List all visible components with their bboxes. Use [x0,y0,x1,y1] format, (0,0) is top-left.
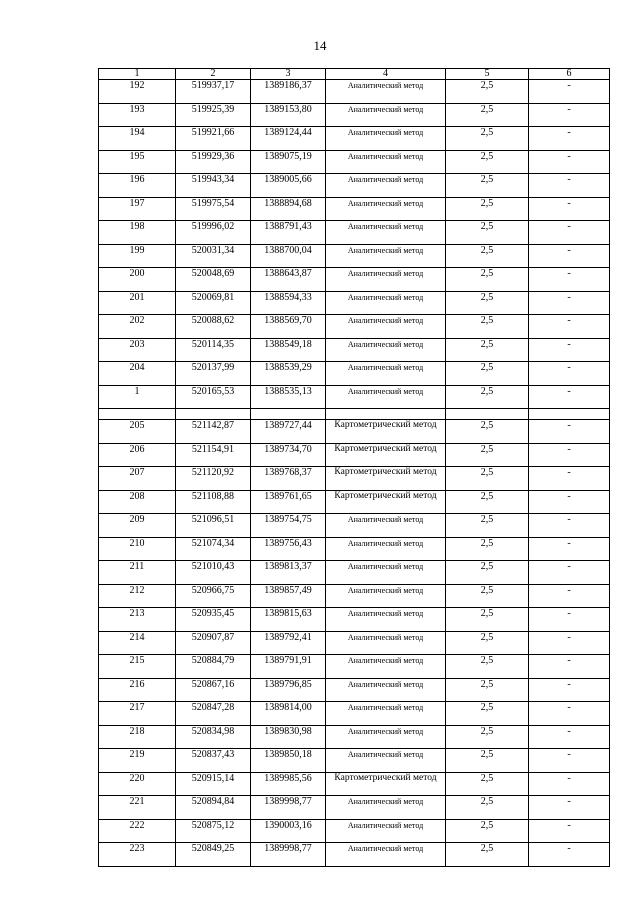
accuracy-cell: 2,5 [446,244,529,268]
x-coordinate-cell: 519921,66 [176,127,251,151]
accuracy-cell: 2,5 [446,291,529,315]
method-cell: Аналитический метод [326,315,446,339]
note-cell: - [529,655,610,679]
point-number-cell: 219 [99,749,176,773]
y-coordinate-cell: 1388894,68 [251,197,326,221]
x-coordinate-cell: 520137,99 [176,362,251,386]
note-cell: - [529,103,610,127]
accuracy-cell: 2,5 [446,796,529,820]
point-number-cell: 200 [99,268,176,292]
y-coordinate-cell: 1389850,18 [251,749,326,773]
x-coordinate-cell: 521142,87 [176,420,251,444]
y-coordinate-cell: 1389153,80 [251,103,326,127]
point-number-cell [99,409,176,420]
x-coordinate-cell [176,409,251,420]
x-coordinate-cell: 520834,98 [176,725,251,749]
note-cell: - [529,221,610,245]
point-number-cell: 193 [99,103,176,127]
method-cell: Картометрический метод [326,467,446,491]
method-cell: Аналитический метод [326,197,446,221]
note-cell: - [529,268,610,292]
y-coordinate-cell: 1389792,41 [251,631,326,655]
point-number-cell: 195 [99,150,176,174]
table-row [99,362,610,386]
note-cell: - [529,702,610,726]
accuracy-cell: 2,5 [446,362,529,386]
y-coordinate-cell: 1388535,13 [251,385,326,409]
accuracy-cell: 2,5 [446,631,529,655]
table-row [99,127,610,151]
y-coordinate-cell: 1389796,85 [251,678,326,702]
point-number-cell: 205 [99,420,176,444]
x-coordinate-cell: 521154,91 [176,443,251,467]
method-cell: Аналитический метод [326,678,446,702]
point-number-cell: 1 [99,385,176,409]
note-cell: - [529,819,610,843]
accuracy-cell: 2,5 [446,702,529,726]
note-cell: - [529,843,610,867]
x-coordinate-cell: 520966,75 [176,584,251,608]
note-cell: - [529,127,610,151]
accuracy-cell: 2,5 [446,385,529,409]
method-cell: Аналитический метод [326,127,446,151]
accuracy-cell: 2,5 [446,678,529,702]
method-cell: Аналитический метод [326,385,446,409]
note-cell: - [529,362,610,386]
note-cell: - [529,631,610,655]
method-cell: Аналитический метод [326,174,446,198]
x-coordinate-cell: 520907,87 [176,631,251,655]
y-coordinate-cell: 1389734,70 [251,443,326,467]
x-coordinate-cell: 520165,53 [176,385,251,409]
method-cell: Картометрический метод [326,420,446,444]
y-coordinate-cell: 1389756,43 [251,537,326,561]
header-cell: 3 [251,69,326,80]
accuracy-cell: 2,5 [446,749,529,773]
table-row [99,467,610,491]
method-cell: Аналитический метод [326,608,446,632]
table-row [99,80,610,104]
note-cell: - [529,537,610,561]
y-coordinate-cell: 1388791,43 [251,221,326,245]
table-row [99,655,610,679]
point-number-cell: 221 [99,796,176,820]
x-coordinate-cell: 520867,16 [176,678,251,702]
x-coordinate-cell: 520837,43 [176,749,251,773]
table-row [99,385,610,409]
method-cell [326,409,446,420]
accuracy-cell: 2,5 [446,103,529,127]
table-row [99,197,610,221]
y-coordinate-cell: 1388700,04 [251,244,326,268]
y-coordinate-cell: 1389830,98 [251,725,326,749]
x-coordinate-cell: 520031,34 [176,244,251,268]
table-row [99,490,610,514]
y-coordinate-cell: 1389761,65 [251,490,326,514]
note-cell: - [529,385,610,409]
x-coordinate-cell: 520069,81 [176,291,251,315]
y-coordinate-cell: 1388569,70 [251,315,326,339]
accuracy-cell: 2,5 [446,584,529,608]
method-cell: Аналитический метод [326,244,446,268]
accuracy-cell: 2,5 [446,655,529,679]
point-number-cell: 199 [99,244,176,268]
table-row [99,749,610,773]
method-cell: Аналитический метод [326,631,446,655]
y-coordinate-cell: 1389754,75 [251,514,326,538]
note-cell: - [529,420,610,444]
x-coordinate-cell: 519943,34 [176,174,251,198]
y-coordinate-cell: 1389124,44 [251,127,326,151]
accuracy-cell: 2,5 [446,221,529,245]
x-coordinate-cell: 521096,51 [176,514,251,538]
point-number-cell: 214 [99,631,176,655]
method-cell: Аналитический метод [326,221,446,245]
x-coordinate-cell: 521120,92 [176,467,251,491]
y-coordinate-cell: 1389727,44 [251,420,326,444]
accuracy-cell: 2,5 [446,150,529,174]
table-row [99,843,610,867]
method-cell: Аналитический метод [326,843,446,867]
method-cell: Аналитический метод [326,584,446,608]
method-cell: Аналитический метод [326,268,446,292]
y-coordinate-cell: 1389857,49 [251,584,326,608]
table-row [99,819,610,843]
point-number-cell: 209 [99,514,176,538]
note-cell: - [529,490,610,514]
table-row [99,678,610,702]
accuracy-cell: 2,5 [446,80,529,104]
method-cell: Аналитический метод [326,819,446,843]
note-cell: - [529,749,610,773]
header-cell: 4 [326,69,446,80]
point-number-cell: 203 [99,338,176,362]
x-coordinate-cell: 520048,69 [176,268,251,292]
table-row [99,514,610,538]
method-cell: Аналитический метод [326,702,446,726]
y-coordinate-cell: 1389813,37 [251,561,326,585]
point-number-cell: 197 [99,197,176,221]
table-row [99,338,610,362]
table-row [99,291,610,315]
point-number-cell: 218 [99,725,176,749]
x-coordinate-cell: 520875,12 [176,819,251,843]
method-cell: Аналитический метод [326,150,446,174]
table-separator-row [99,409,610,420]
y-coordinate-cell: 1390003,16 [251,819,326,843]
table-row [99,608,610,632]
table-row [99,443,610,467]
point-number-cell: 220 [99,772,176,796]
point-number-cell: 204 [99,362,176,386]
point-number-cell: 216 [99,678,176,702]
accuracy-cell: 2,5 [446,843,529,867]
accuracy-cell: 2,5 [446,268,529,292]
method-cell: Аналитический метод [326,291,446,315]
accuracy-cell: 2,5 [446,772,529,796]
table-row [99,631,610,655]
table-row [99,772,610,796]
note-cell: - [529,584,610,608]
x-coordinate-cell: 520894,84 [176,796,251,820]
table-row [99,702,610,726]
accuracy-cell: 2,5 [446,561,529,585]
note-cell: - [529,467,610,491]
point-number-cell: 211 [99,561,176,585]
note-cell: - [529,772,610,796]
x-coordinate-cell: 520915,14 [176,772,251,796]
table-row [99,103,610,127]
point-number-cell: 215 [99,655,176,679]
y-coordinate-cell: 1388643,87 [251,268,326,292]
method-cell: Аналитический метод [326,561,446,585]
accuracy-cell: 2,5 [446,174,529,198]
note-cell: - [529,244,610,268]
page-number: 14 [313,38,327,53]
x-coordinate-cell: 520884,79 [176,655,251,679]
x-coordinate-cell: 520847,28 [176,702,251,726]
point-number-cell: 222 [99,819,176,843]
accuracy-cell [446,409,529,420]
note-cell: - [529,315,610,339]
accuracy-cell: 2,5 [446,197,529,221]
y-coordinate-cell: 1389005,66 [251,174,326,198]
x-coordinate-cell: 519996,02 [176,221,251,245]
y-coordinate-cell: 1389998,77 [251,843,326,867]
x-coordinate-cell: 520849,25 [176,843,251,867]
note-cell: - [529,150,610,174]
method-cell: Аналитический метод [326,725,446,749]
accuracy-cell: 2,5 [446,443,529,467]
header-cell: 2 [176,69,251,80]
note-cell: - [529,561,610,585]
point-number-cell: 210 [99,537,176,561]
method-cell: Картометрический метод [326,443,446,467]
table-row [99,584,610,608]
accuracy-cell: 2,5 [446,537,529,561]
note-cell: - [529,338,610,362]
y-coordinate-cell: 1389768,37 [251,467,326,491]
table-row [99,537,610,561]
y-coordinate-cell: 1388594,33 [251,291,326,315]
table-row [99,725,610,749]
y-coordinate-cell: 1389791,91 [251,655,326,679]
accuracy-cell: 2,5 [446,490,529,514]
method-cell: Аналитический метод [326,796,446,820]
table-row [99,315,610,339]
point-number-cell: 202 [99,315,176,339]
x-coordinate-cell: 519975,54 [176,197,251,221]
header-cell: 5 [446,69,529,80]
method-cell: Аналитический метод [326,338,446,362]
y-coordinate-cell: 1389075,19 [251,150,326,174]
table-row [99,796,610,820]
accuracy-cell: 2,5 [446,338,529,362]
point-number-cell: 194 [99,127,176,151]
accuracy-cell: 2,5 [446,315,529,339]
accuracy-cell: 2,5 [446,819,529,843]
method-cell: Картометрический метод [326,490,446,514]
point-number-cell: 207 [99,467,176,491]
table-header-row [99,69,610,80]
note-cell [529,409,610,420]
note-cell: - [529,796,610,820]
point-number-cell: 192 [99,80,176,104]
x-coordinate-cell: 519937,17 [176,80,251,104]
point-number-cell: 206 [99,443,176,467]
table-row [99,561,610,585]
y-coordinate-cell: 1389985,56 [251,772,326,796]
y-coordinate-cell [251,409,326,420]
table-row [99,244,610,268]
table-row [99,420,610,444]
table-row [99,150,610,174]
y-coordinate-cell: 1389814,00 [251,702,326,726]
point-number-cell: 208 [99,490,176,514]
method-cell: Аналитический метод [326,80,446,104]
header-cell: 1 [99,69,176,80]
accuracy-cell: 2,5 [446,420,529,444]
table-row [99,221,610,245]
point-number-cell: 217 [99,702,176,726]
y-coordinate-cell: 1388539,29 [251,362,326,386]
table-body [99,69,610,867]
accuracy-cell: 2,5 [446,608,529,632]
y-coordinate-cell: 1388549,18 [251,338,326,362]
table-row [99,174,610,198]
method-cell: Аналитический метод [326,749,446,773]
header-cell: 6 [529,69,610,80]
x-coordinate-cell: 520088,62 [176,315,251,339]
note-cell: - [529,80,610,104]
method-cell: Аналитический метод [326,537,446,561]
x-coordinate-cell: 521108,88 [176,490,251,514]
coordinates-table [98,68,610,867]
note-cell: - [529,443,610,467]
y-coordinate-cell: 1389998,77 [251,796,326,820]
note-cell: - [529,291,610,315]
point-number-cell: 198 [99,221,176,245]
x-coordinate-cell: 520935,45 [176,608,251,632]
point-number-cell: 196 [99,174,176,198]
x-coordinate-cell: 521074,34 [176,537,251,561]
method-cell: Аналитический метод [326,103,446,127]
note-cell: - [529,678,610,702]
note-cell: - [529,608,610,632]
point-number-cell: 201 [99,291,176,315]
point-number-cell: 212 [99,584,176,608]
accuracy-cell: 2,5 [446,725,529,749]
note-cell: - [529,197,610,221]
note-cell: - [529,514,610,538]
accuracy-cell: 2,5 [446,467,529,491]
point-number-cell: 223 [99,843,176,867]
method-cell: Аналитический метод [326,655,446,679]
x-coordinate-cell: 519929,36 [176,150,251,174]
accuracy-cell: 2,5 [446,514,529,538]
table-row [99,268,610,292]
point-number-cell: 213 [99,608,176,632]
method-cell: Аналитический метод [326,514,446,538]
accuracy-cell: 2,5 [446,127,529,151]
x-coordinate-cell: 521010,43 [176,561,251,585]
note-cell: - [529,725,610,749]
x-coordinate-cell: 520114,35 [176,338,251,362]
note-cell: - [529,174,610,198]
method-cell: Картометрический метод [326,772,446,796]
y-coordinate-cell: 1389186,37 [251,80,326,104]
method-cell: Аналитический метод [326,362,446,386]
x-coordinate-cell: 519925,39 [176,103,251,127]
y-coordinate-cell: 1389815,63 [251,608,326,632]
